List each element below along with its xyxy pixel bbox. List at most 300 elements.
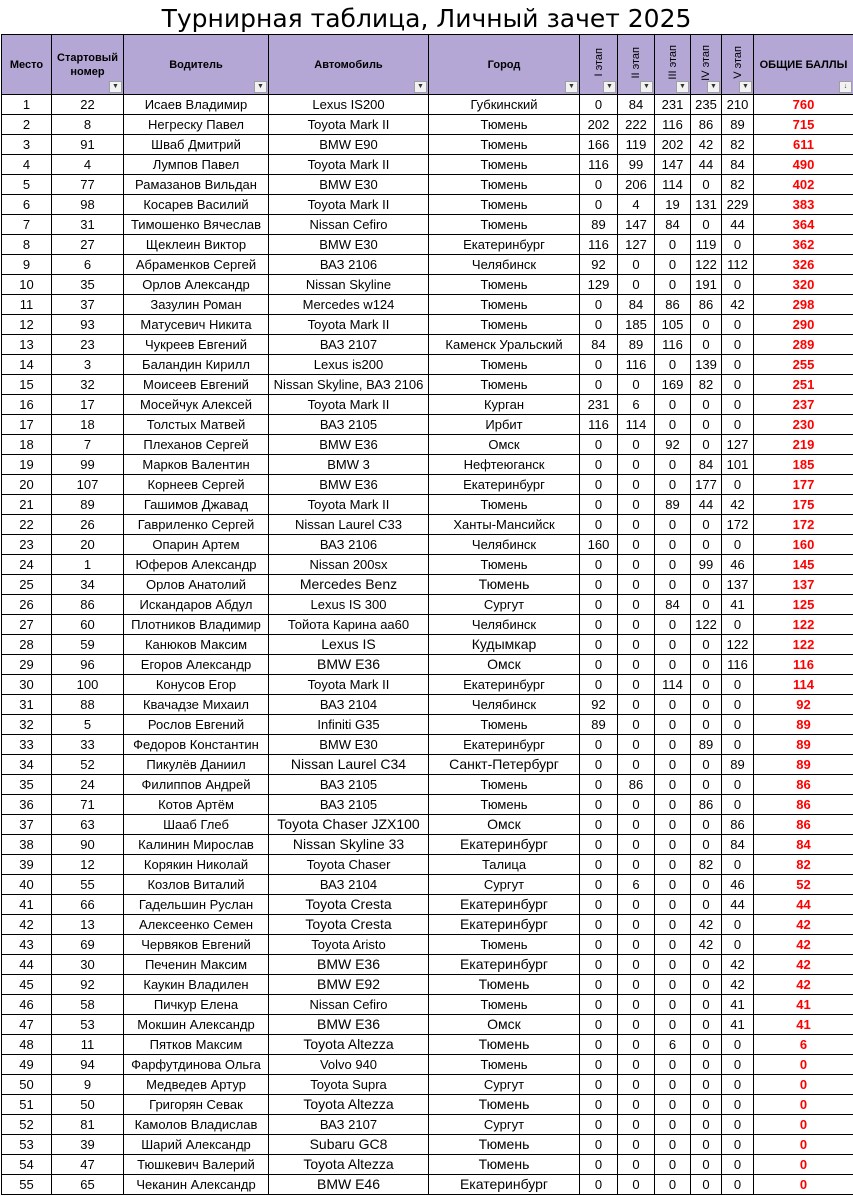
table-row <box>2 195 853 215</box>
cell-total: 122 <box>754 615 853 635</box>
cell-stage-3: 0 <box>655 895 691 915</box>
cell-stage-3: 0 <box>655 775 691 795</box>
cell-stage-5: 0 <box>722 415 754 435</box>
cell-stage-4: 42 <box>691 935 722 955</box>
cell-start-number: 8 <box>52 115 124 135</box>
cell-stage-2: 0 <box>618 1175 655 1195</box>
cell-start-number: 24 <box>52 775 124 795</box>
cell-stage-5: 0 <box>722 915 754 935</box>
cell-stage-4: 0 <box>691 215 722 235</box>
cell-car: Toyota Mark II <box>269 395 429 415</box>
cell-city: Челябинск <box>429 535 580 555</box>
table-row <box>2 135 853 155</box>
cell-total: 125 <box>754 595 853 615</box>
sort-descending-icon[interactable]: ↓ <box>839 81 852 93</box>
cell-car: ВАЗ 2105 <box>269 775 429 795</box>
cell-car: Toyota Cresta <box>269 915 429 935</box>
cell-stage-2: 89 <box>618 335 655 355</box>
cell-stage-4: 0 <box>691 415 722 435</box>
cell-city: Талица <box>429 855 580 875</box>
cell-stage-5: 0 <box>722 1055 754 1075</box>
cell-city: Екатеринбург <box>429 895 580 915</box>
cell-start-number: 99 <box>52 455 124 475</box>
cell-stage-2: 127 <box>618 235 655 255</box>
cell-driver: Моисеев Евгений <box>124 375 269 395</box>
table-row <box>2 315 853 335</box>
cell-total: 137 <box>754 575 853 595</box>
page-title: Турнирная таблица, Личный зачет 2025 <box>161 4 692 33</box>
cell-stage-3: 0 <box>655 415 691 435</box>
cell-stage-2: 0 <box>618 475 655 495</box>
cell-car: Toyota Supra <box>269 1075 429 1095</box>
filter-dropdown-icon[interactable]: ▼ <box>109 81 122 93</box>
cell-stage-3: 0 <box>655 1175 691 1195</box>
cell-start-number: 55 <box>52 875 124 895</box>
cell-car: ВАЗ 2105 <box>269 795 429 815</box>
cell-stage-4: 0 <box>691 1095 722 1115</box>
table-row <box>2 295 853 315</box>
cell-start-number: 60 <box>52 615 124 635</box>
cell-total: 237 <box>754 395 853 415</box>
cell-place: 10 <box>2 275 52 295</box>
cell-place: 22 <box>2 515 52 535</box>
header-total-label: ОБЩИЕ БАЛЛЫ <box>759 58 848 71</box>
cell-car: Тойота Карина аа60 <box>269 615 429 635</box>
cell-stage-4: 0 <box>691 895 722 915</box>
cell-stage-5: 42 <box>722 495 754 515</box>
cell-stage-1: 0 <box>580 815 618 835</box>
cell-city: Тюмень <box>429 275 580 295</box>
cell-city: Челябинск <box>429 255 580 275</box>
table-row <box>2 575 853 595</box>
cell-driver: Егоров Александр <box>124 655 269 675</box>
cell-car: Subaru GC8 <box>269 1135 429 1155</box>
cell-place: 7 <box>2 215 52 235</box>
cell-driver: Гашимов Джавад <box>124 495 269 515</box>
cell-driver: Негреску Павел <box>124 115 269 135</box>
cell-start-number: 39 <box>52 1135 124 1155</box>
cell-stage-2: 0 <box>618 615 655 635</box>
cell-place: 27 <box>2 615 52 635</box>
cell-stage-4: 0 <box>691 595 722 615</box>
cell-stage-2: 0 <box>618 1015 655 1035</box>
cell-place: 51 <box>2 1095 52 1115</box>
cell-car: ВАЗ 2105 <box>269 415 429 435</box>
cell-stage-1: 0 <box>580 375 618 395</box>
cell-total: 114 <box>754 675 853 695</box>
cell-city: Тюмень <box>429 1155 580 1175</box>
cell-driver: Червяков Евгений <box>124 935 269 955</box>
cell-stage-3: 84 <box>655 215 691 235</box>
cell-place: 36 <box>2 795 52 815</box>
table-row <box>2 935 853 955</box>
cell-total: 41 <box>754 995 853 1015</box>
cell-stage-1: 0 <box>580 675 618 695</box>
cell-total: 116 <box>754 655 853 675</box>
cell-stage-4: 86 <box>691 795 722 815</box>
table-row <box>2 1135 853 1155</box>
cell-driver: Корякин Николай <box>124 855 269 875</box>
cell-total: 82 <box>754 855 853 875</box>
cell-stage-3: 0 <box>655 955 691 975</box>
cell-total: 42 <box>754 935 853 955</box>
header-car <box>269 35 429 95</box>
cell-city: Екатеринбург <box>429 1175 580 1195</box>
cell-total: 362 <box>754 235 853 255</box>
cell-stage-2: 0 <box>618 1115 655 1135</box>
cell-stage-1: 0 <box>580 355 618 375</box>
filter-dropdown-icon[interactable]: ▼ <box>640 81 653 93</box>
cell-stage-1: 0 <box>580 555 618 575</box>
cell-stage-1: 0 <box>580 455 618 475</box>
cell-place: 38 <box>2 835 52 855</box>
header-stage-2 <box>618 35 655 95</box>
header-car-label: Автомобиль <box>314 58 383 71</box>
cell-stage-4: 0 <box>691 975 722 995</box>
cell-stage-5: 0 <box>722 935 754 955</box>
cell-driver: Плеханов Сергей <box>124 435 269 455</box>
cell-driver: Баландин Кирилл <box>124 355 269 375</box>
cell-stage-4: 82 <box>691 375 722 395</box>
cell-car: Nissan 200sx <box>269 555 429 575</box>
cell-stage-1: 0 <box>580 855 618 875</box>
cell-stage-5: 89 <box>722 115 754 135</box>
cell-car: Nissan Skyline, ВАЗ 2106 <box>269 375 429 395</box>
cell-place: 24 <box>2 555 52 575</box>
filter-dropdown-icon[interactable]: ▼ <box>254 81 267 93</box>
cell-stage-4: 44 <box>691 495 722 515</box>
cell-driver: Тимошенко Вячеслав <box>124 215 269 235</box>
filter-dropdown-icon[interactable]: ▼ <box>739 81 752 93</box>
cell-stage-4: 86 <box>691 295 722 315</box>
cell-stage-1: 0 <box>580 635 618 655</box>
cell-start-number: 65 <box>52 1175 124 1195</box>
cell-total: 172 <box>754 515 853 535</box>
cell-stage-2: 0 <box>618 955 655 975</box>
cell-stage-3: 84 <box>655 595 691 615</box>
cell-stage-2: 206 <box>618 175 655 195</box>
cell-total: 6 <box>754 1035 853 1055</box>
cell-city: Екатеринбург <box>429 835 580 855</box>
cell-stage-3: 116 <box>655 335 691 355</box>
cell-stage-2: 0 <box>618 815 655 835</box>
cell-city: Тюмень <box>429 355 580 375</box>
cell-stage-5: 0 <box>722 535 754 555</box>
table-row <box>2 275 853 295</box>
cell-stage-4: 139 <box>691 355 722 375</box>
cell-stage-1: 0 <box>580 315 618 335</box>
header-stage-5 <box>722 35 754 95</box>
table-row <box>2 335 853 355</box>
table-row <box>2 95 853 115</box>
cell-stage-4: 0 <box>691 1015 722 1035</box>
cell-total: 42 <box>754 975 853 995</box>
cell-stage-2: 119 <box>618 135 655 155</box>
table-row <box>2 855 853 875</box>
cell-stage-2: 0 <box>618 975 655 995</box>
table-row <box>2 255 853 275</box>
cell-start-number: 17 <box>52 395 124 415</box>
cell-city: Тюмень <box>429 1055 580 1075</box>
cell-city: Тюмень <box>429 375 580 395</box>
cell-stage-4: 122 <box>691 255 722 275</box>
cell-stage-4: 0 <box>691 1135 722 1155</box>
cell-city: Екатеринбург <box>429 675 580 695</box>
table-row <box>2 555 853 575</box>
cell-stage-4: 86 <box>691 115 722 135</box>
table-row <box>2 875 853 895</box>
cell-total: 177 <box>754 475 853 495</box>
cell-start-number: 20 <box>52 535 124 555</box>
cell-total: 364 <box>754 215 853 235</box>
cell-city: Каменск Уральский <box>429 335 580 355</box>
cell-start-number: 37 <box>52 295 124 315</box>
cell-total: 715 <box>754 115 853 135</box>
table-row <box>2 595 853 615</box>
filter-dropdown-icon[interactable]: ▼ <box>414 81 427 93</box>
cell-stage-3: 89 <box>655 495 691 515</box>
cell-stage-2: 0 <box>618 595 655 615</box>
table-row <box>2 355 853 375</box>
cell-city: Тюмень <box>429 1095 580 1115</box>
cell-stage-4: 0 <box>691 1155 722 1175</box>
table-row <box>2 635 853 655</box>
cell-stage-1: 0 <box>580 295 618 315</box>
cell-stage-5: 0 <box>722 475 754 495</box>
cell-city: Сургут <box>429 1075 580 1095</box>
cell-stage-3: 0 <box>655 615 691 635</box>
cell-place: 30 <box>2 675 52 695</box>
table-row <box>2 1075 853 1095</box>
cell-city: Ирбит <box>429 415 580 435</box>
cell-start-number: 34 <box>52 575 124 595</box>
cell-total: 52 <box>754 875 853 895</box>
cell-stage-2: 0 <box>618 835 655 855</box>
cell-start-number: 88 <box>52 695 124 715</box>
cell-stage-2: 0 <box>618 995 655 1015</box>
cell-stage-3: 0 <box>655 655 691 675</box>
cell-city: Тюмень <box>429 775 580 795</box>
cell-stage-3: 0 <box>655 1135 691 1155</box>
cell-driver: Шарий Александр <box>124 1135 269 1155</box>
filter-dropdown-icon[interactable]: ▼ <box>707 81 720 93</box>
cell-stage-1: 0 <box>580 655 618 675</box>
cell-total: 44 <box>754 895 853 915</box>
cell-stage-5: 127 <box>722 435 754 455</box>
cell-car: Toyota Altezza <box>269 1095 429 1115</box>
cell-place: 23 <box>2 535 52 555</box>
filter-dropdown-icon[interactable]: ▼ <box>676 81 689 93</box>
cell-stage-2: 0 <box>618 575 655 595</box>
cell-place: 21 <box>2 495 52 515</box>
cell-total: 86 <box>754 795 853 815</box>
cell-stage-1: 0 <box>580 1015 618 1035</box>
cell-start-number: 77 <box>52 175 124 195</box>
cell-city: Тюмень <box>429 495 580 515</box>
cell-stage-4: 0 <box>691 995 722 1015</box>
table-row <box>2 915 853 935</box>
cell-driver: Шааб Глеб <box>124 815 269 835</box>
cell-stage-3: 0 <box>655 1055 691 1075</box>
cell-start-number: 50 <box>52 1095 124 1115</box>
table-row <box>2 415 853 435</box>
cell-stage-5: 172 <box>722 515 754 535</box>
table-row <box>2 1175 853 1195</box>
cell-city: Тюмень <box>429 715 580 735</box>
cell-stage-4: 82 <box>691 855 722 875</box>
cell-stage-1: 0 <box>580 775 618 795</box>
cell-stage-2: 86 <box>618 775 655 795</box>
cell-stage-5: 42 <box>722 975 754 995</box>
cell-place: 42 <box>2 915 52 935</box>
cell-stage-2: 0 <box>618 915 655 935</box>
cell-start-number: 3 <box>52 355 124 375</box>
cell-stage-2: 116 <box>618 355 655 375</box>
cell-total: 219 <box>754 435 853 455</box>
cell-stage-2: 0 <box>618 375 655 395</box>
cell-city: Тюмень <box>429 935 580 955</box>
cell-stage-4: 235 <box>691 95 722 115</box>
cell-city: Тюмень <box>429 155 580 175</box>
cell-stage-2: 6 <box>618 395 655 415</box>
cell-city: Челябинск <box>429 695 580 715</box>
cell-stage-5: 42 <box>722 295 754 315</box>
cell-stage-5: 41 <box>722 995 754 1015</box>
cell-place: 45 <box>2 975 52 995</box>
cell-car: Mercedes Benz <box>269 575 429 595</box>
cell-driver: Котов Артём <box>124 795 269 815</box>
cell-stage-4: 177 <box>691 475 722 495</box>
cell-stage-5: 0 <box>722 735 754 755</box>
cell-stage-5: 82 <box>722 175 754 195</box>
cell-stage-5: 0 <box>722 1135 754 1155</box>
cell-stage-2: 6 <box>618 875 655 895</box>
cell-place: 49 <box>2 1055 52 1075</box>
cell-driver: Печенин Максим <box>124 955 269 975</box>
cell-stage-1: 84 <box>580 335 618 355</box>
cell-total: 0 <box>754 1155 853 1175</box>
cell-driver: Косарев Василий <box>124 195 269 215</box>
cell-stage-1: 0 <box>580 195 618 215</box>
cell-place: 11 <box>2 295 52 315</box>
cell-stage-3: 147 <box>655 155 691 175</box>
cell-car: Nissan Skyline 33 <box>269 835 429 855</box>
table-row <box>2 775 853 795</box>
cell-city: Тюмень <box>429 195 580 215</box>
cell-car: BMW E30 <box>269 235 429 255</box>
cell-stage-5: 46 <box>722 875 754 895</box>
header-city <box>429 35 580 95</box>
cell-driver: Квачадзе Михаил <box>124 695 269 715</box>
cell-city: Омск <box>429 815 580 835</box>
cell-stage-1: 0 <box>580 615 618 635</box>
cell-stage-5: 0 <box>722 1075 754 1095</box>
cell-city: Омск <box>429 435 580 455</box>
cell-start-number: 69 <box>52 935 124 955</box>
cell-start-number: 9 <box>52 1075 124 1095</box>
cell-stage-3: 0 <box>655 635 691 655</box>
cell-total: 251 <box>754 375 853 395</box>
cell-stage-4: 0 <box>691 435 722 455</box>
header-stage-5-label: V этап <box>731 46 744 79</box>
cell-stage-4: 0 <box>691 755 722 775</box>
cell-stage-4: 0 <box>691 815 722 835</box>
cell-stage-5: 137 <box>722 575 754 595</box>
cell-driver: Марков Валентин <box>124 455 269 475</box>
cell-stage-1: 231 <box>580 395 618 415</box>
cell-stage-1: 0 <box>580 95 618 115</box>
cell-total: 86 <box>754 775 853 795</box>
cell-stage-2: 0 <box>618 495 655 515</box>
cell-stage-2: 0 <box>618 655 655 675</box>
cell-stage-4: 0 <box>691 835 722 855</box>
header-start-number <box>52 35 124 95</box>
cell-total: 41 <box>754 1015 853 1035</box>
cell-city: Тюмень <box>429 975 580 995</box>
cell-city: Тюмень <box>429 315 580 335</box>
cell-driver: Федоров Константин <box>124 735 269 755</box>
table-row <box>2 955 853 975</box>
cell-city: Тюмень <box>429 115 580 135</box>
cell-city: Челябинск <box>429 615 580 635</box>
cell-total: 0 <box>754 1115 853 1135</box>
cell-stage-1: 0 <box>580 515 618 535</box>
cell-place: 18 <box>2 435 52 455</box>
cell-stage-2: 0 <box>618 515 655 535</box>
cell-driver: Гадельшин Руслан <box>124 895 269 915</box>
cell-place: 40 <box>2 875 52 895</box>
table-row <box>2 975 853 995</box>
cell-total: 402 <box>754 175 853 195</box>
cell-car: Lexus is200 <box>269 355 429 375</box>
cell-car: BMW E92 <box>269 975 429 995</box>
cell-stage-3: 0 <box>655 555 691 575</box>
cell-stage-5: 0 <box>722 395 754 415</box>
cell-stage-4: 99 <box>691 555 722 575</box>
cell-start-number: 107 <box>52 475 124 495</box>
cell-stage-2: 222 <box>618 115 655 135</box>
table-row <box>2 1015 853 1035</box>
cell-driver: Фарфутдинова Ольга <box>124 1055 269 1075</box>
cell-place: 6 <box>2 195 52 215</box>
filter-dropdown-icon[interactable]: ▼ <box>565 81 578 93</box>
cell-stage-1: 89 <box>580 715 618 735</box>
cell-city: Тюмень <box>429 215 580 235</box>
cell-stage-4: 0 <box>691 695 722 715</box>
filter-dropdown-icon[interactable]: ▼ <box>603 81 616 93</box>
cell-stage-1: 0 <box>580 175 618 195</box>
cell-stage-5: 101 <box>722 455 754 475</box>
cell-stage-1: 0 <box>580 595 618 615</box>
cell-stage-1: 0 <box>580 1155 618 1175</box>
cell-stage-4: 44 <box>691 155 722 175</box>
cell-place: 31 <box>2 695 52 715</box>
cell-stage-2: 0 <box>618 755 655 775</box>
cell-stage-1: 0 <box>580 935 618 955</box>
cell-start-number: 27 <box>52 235 124 255</box>
cell-stage-1: 0 <box>580 1075 618 1095</box>
cell-driver: Тюшкевич Валерий <box>124 1155 269 1175</box>
table-row <box>2 535 853 555</box>
cell-total: 383 <box>754 195 853 215</box>
cell-car: Toyota Mark II <box>269 315 429 335</box>
cell-place: 3 <box>2 135 52 155</box>
table-row <box>2 715 853 735</box>
cell-car: Toyota Mark II <box>269 495 429 515</box>
cell-stage-3: 0 <box>655 475 691 495</box>
cell-start-number: 11 <box>52 1035 124 1055</box>
cell-stage-4: 0 <box>691 1035 722 1055</box>
